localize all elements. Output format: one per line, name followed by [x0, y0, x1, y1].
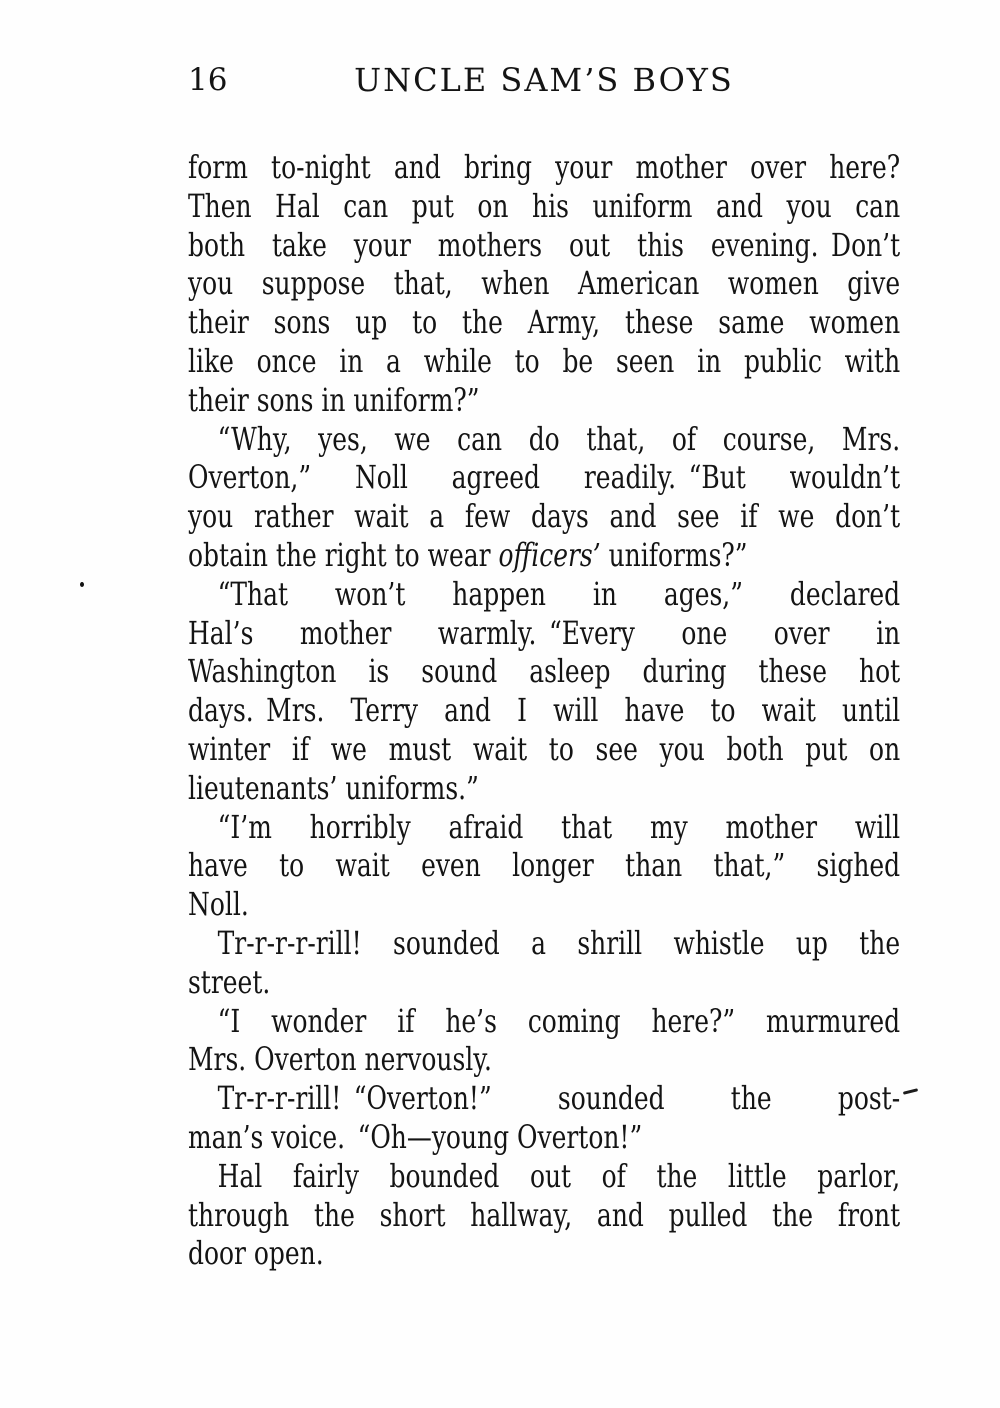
text-line: winter if we must wait to see you both put on — [188, 729, 901, 768]
text-line: street. — [188, 962, 271, 1001]
text-line: Tr-r-r-rill! “Overton!” sounded the post- — [217, 1079, 901, 1118]
text-line: their sons up to the Army, these same women — [188, 303, 901, 342]
italic-text: officers’ — [498, 535, 601, 574]
text-line: Hal’s mother warmly. “Every one over in — [188, 613, 901, 652]
text-line: Mrs. Overton nervously. — [188, 1040, 492, 1079]
ink-speck — [80, 582, 84, 587]
text-line: obtain the right to wear officers’ uniforms?” — [188, 535, 748, 574]
text-line: “I wonder if he’s coming here?” murmured — [217, 1001, 901, 1040]
text-line: “That won’t happen in ages,” declared — [217, 574, 901, 613]
text-line: through the short hallway, and pulled the front — [188, 1195, 901, 1234]
text-line: you rather wait a few days and see if we don’t — [188, 497, 901, 536]
text-block — [188, 148, 1000, 1273]
running-head — [188, 61, 900, 105]
text-line: man’s voice. “Oh—young Overton!” — [188, 1117, 643, 1156]
text-line: Noll. — [188, 885, 249, 924]
text-line: days. Mrs. Terry and I will have to wait until — [188, 691, 901, 730]
text-line: you suppose that, when American women give — [188, 264, 901, 303]
text-line: Hal fairly bounded out of the little parlor, — [217, 1156, 901, 1195]
text-line: their sons in uniform?” — [188, 380, 480, 419]
text-line: both take your mothers out this evening. Don’t — [188, 225, 901, 264]
text-line: “Why, yes, we can do that, of course, Mrs. — [217, 419, 901, 458]
text-line: “I’m horribly afraid that my mother will — [217, 807, 901, 846]
page-number: 16 — [188, 62, 228, 98]
text-line: have to wait even longer than that,” sighed — [188, 846, 901, 885]
text-line: lieutenants’ uniforms.” — [188, 768, 479, 807]
text-line: Overton,” Noll agreed readily. “But wouldn’t — [188, 458, 901, 497]
text-line: Washington is sound asleep during these hot — [188, 652, 901, 691]
text-line: like once in a while to be seen in public with — [188, 341, 901, 380]
book-title: UNCLE SAM’S BOYS — [354, 61, 734, 99]
text-line: door open. — [188, 1234, 324, 1273]
text-line: Tr-r-r-r-rill! sounded a shrill whistle up the — [217, 923, 901, 962]
text-line: Then Hal can put on his uniform and you can — [188, 186, 901, 225]
text-line: form to-night and bring your mother over here? — [188, 148, 901, 186]
